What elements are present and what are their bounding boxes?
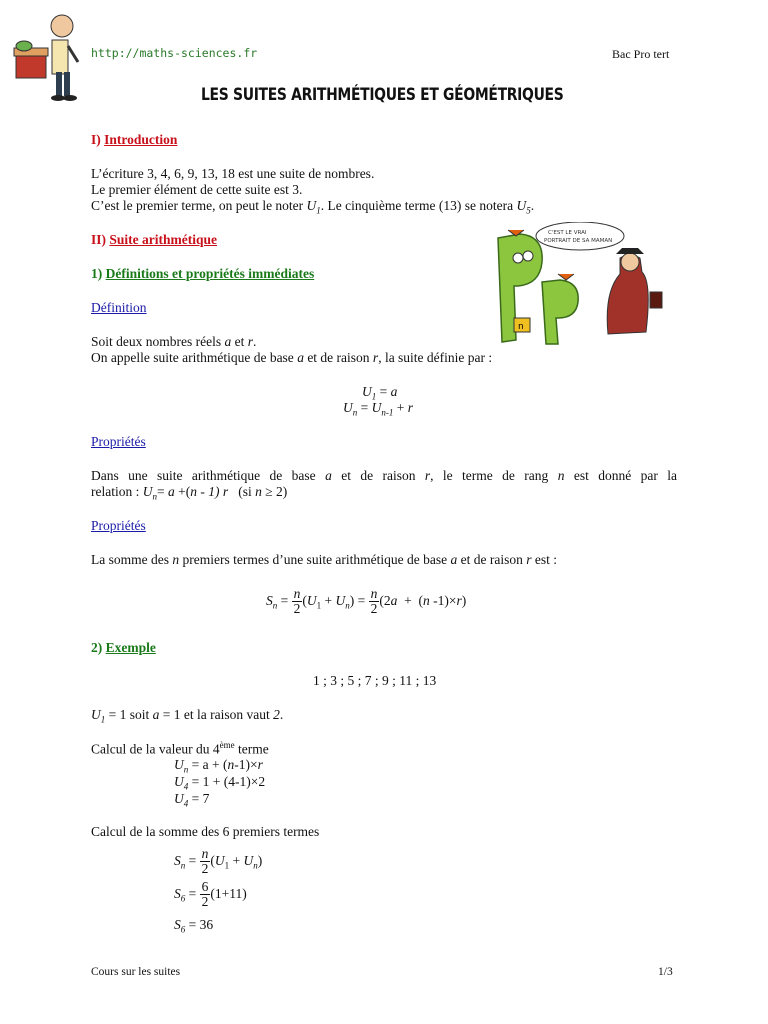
svg-text:n: n	[518, 322, 524, 332]
calc-step-3: $U_4 = 7$	[174, 791, 210, 809]
intro-line-1: L’écriture 3, 4, 6, 9, 13, 18 est une suite de nombres.	[91, 166, 375, 181]
calc-step-1: $U_n = a + (n-1)\times r$	[174, 757, 263, 775]
formula-un: $U_n = U_{n-1} + r$	[343, 400, 414, 418]
footer-left: Cours sur les suites	[91, 966, 181, 978]
subsection-example-heading: 2) Exemple	[91, 640, 156, 655]
intro-line-3: C’est le premier terme, on peut le noter $U_1$. Le cinquième terme (13) se notera $U_5$.	[91, 198, 535, 216]
calc-4th-term-heading: Calcul de la valeur du 4ème terme	[91, 740, 269, 757]
site-url[interactable]: http://maths-sciences.fr	[91, 46, 258, 60]
section-intro-heading: I) Introduction	[91, 132, 178, 147]
page-title: LES SUITES ARITHMÉTIQUES ET GÉOMÉTRIQUES	[201, 85, 564, 105]
formula-u1: $U_1 = a$	[362, 384, 398, 402]
properties-label-2: Propriétés	[91, 518, 146, 533]
page-number: 1/3	[658, 966, 673, 978]
mascot-logo	[12, 10, 84, 106]
sum-step-1: $S_n$ = $\frac{n}{2}$ $(U_1 + U_n)$	[174, 846, 263, 877]
svg-text:C'EST LE VRAI: C'EST LE VRAI	[548, 230, 587, 236]
intro-line-2: Le premier élément de cette suite est 3.	[91, 182, 303, 197]
calc-sum-heading: Calcul de la somme des 6 premiers termes	[91, 824, 320, 839]
example-sequence: 1 ; 3 ; 5 ; 7 ; 9 ; 11 ; 13	[313, 673, 437, 688]
svg-text:PORTRAIT DE SA MAMAN: PORTRAIT DE SA MAMAN	[544, 238, 613, 244]
definition-line-2: On appelle suite arithmétique de base a et de raison r, la suite définie par :	[91, 350, 493, 365]
section-arith-heading: II) Suite arithmétique	[91, 232, 218, 247]
definition-label: Définition	[91, 300, 147, 315]
property-1-line-2: relation : $U_n= a +(n - 1)$ r (si n ≥ 2)	[91, 484, 288, 502]
properties-label-1: Propriétés	[91, 434, 146, 449]
property-2-line: La somme des n premiers termes d’une suite arithmétique de base a et de raison r est :	[91, 552, 558, 567]
property-1-line-1: Dans une suite arithmétique de base a et de raison r, le terme de rang n est donné par la	[91, 468, 678, 483]
example-line-1: $U_1 = 1$ soit a = 1 et la raison vaut 2.	[91, 707, 284, 725]
subsection-definitions-heading: 1) Définitions et propriétés immédiates	[91, 266, 315, 281]
sum-step-2: $S_6$ = $\frac{6}{2}$ (1+11)	[174, 879, 247, 910]
sum-formula: $S_n$ = $\frac{n}{2}$ $(U_1 + U_n)$ = $\frac{n}{2}$ (2a + (n -1)×r)	[266, 586, 467, 617]
definition-line-1: Soit deux nombres réels a et r.	[91, 334, 257, 349]
letters-illustration	[480, 222, 680, 354]
sum-step-3: $S_6 = 36$	[174, 917, 214, 935]
calc-step-2: $U_4 = 1 + (4-1)\times 2$	[174, 774, 266, 792]
header-course-label: Bac Pro tert	[612, 47, 670, 61]
